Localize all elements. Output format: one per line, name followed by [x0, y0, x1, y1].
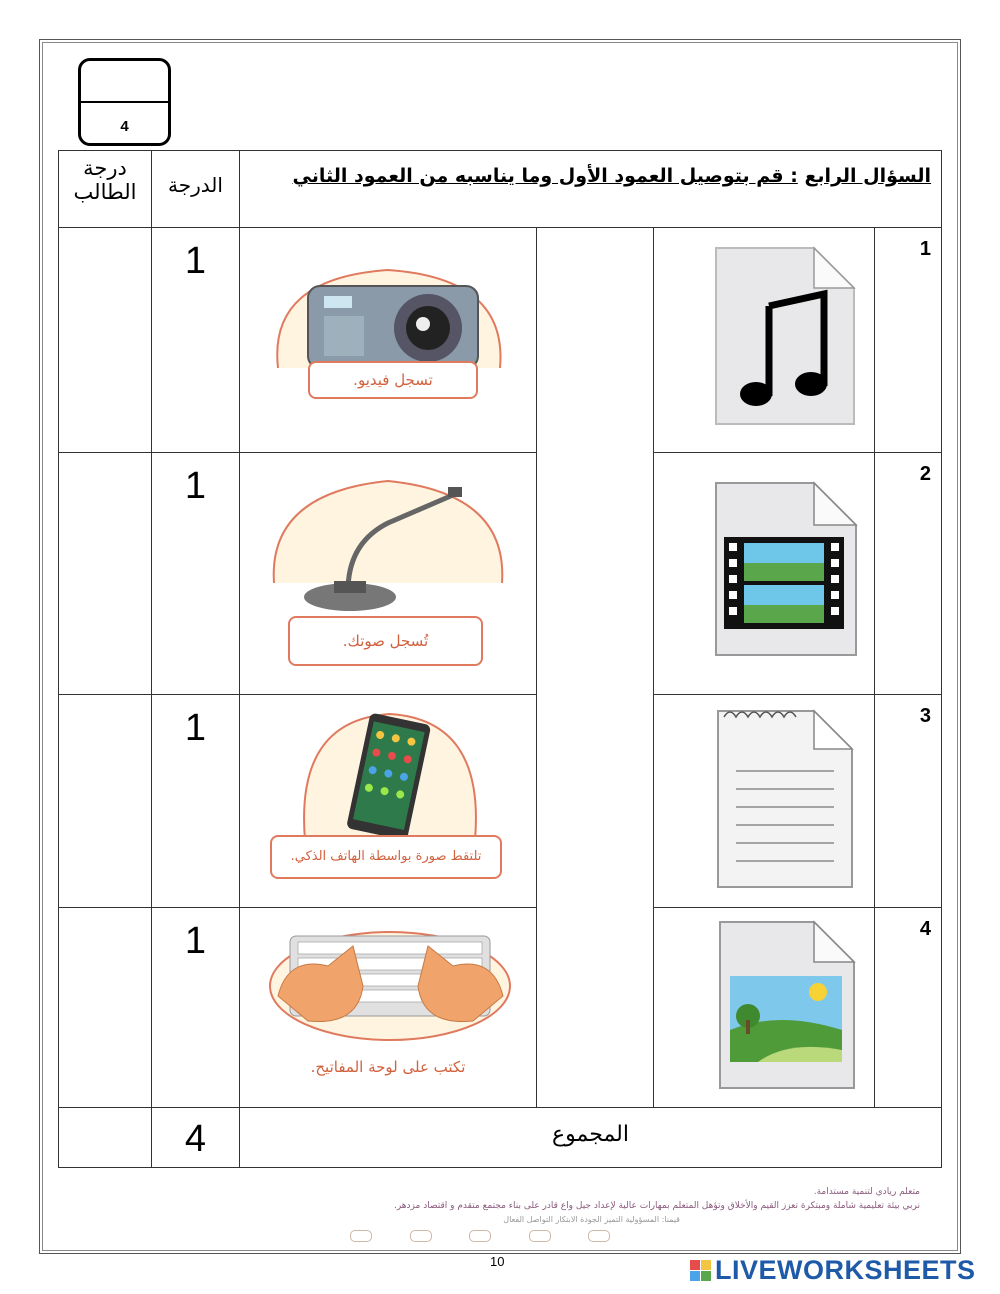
answer-column[interactable] — [537, 228, 654, 1108]
value-icon — [410, 1230, 432, 1242]
item-number: 3 — [919, 705, 932, 727]
grade-cell: 1 — [152, 908, 240, 1108]
total-value: 4 — [152, 1108, 240, 1168]
text-file-icon — [716, 709, 856, 891]
item-number: 2 — [919, 463, 932, 485]
picture-cell — [240, 228, 537, 453]
footer-vision — [80, 1185, 920, 1227]
table-row — [59, 908, 942, 1108]
total-row — [59, 1108, 942, 1168]
question-label: السؤال الرابع — [804, 165, 932, 187]
footer-line-3: قيمنا: المسؤولية التميز الجودة الابتكار التواصل الفعال — [503, 1215, 680, 1224]
file-icon-cell — [654, 453, 875, 695]
table-row — [59, 228, 942, 453]
value-icon — [588, 1230, 610, 1242]
item-number: 1 — [919, 238, 932, 260]
liveworksheets-logo-icon — [690, 1260, 711, 1281]
picture-caption: تسجل فيديو. — [308, 361, 478, 399]
picture-cell — [240, 908, 537, 1108]
student-grade-cell[interactable] — [59, 453, 152, 695]
value-icon — [469, 1230, 491, 1242]
number-cell — [875, 908, 942, 1108]
number-cell — [875, 228, 942, 453]
image-file-icon — [718, 920, 858, 1092]
grade-header: الدرجة — [152, 151, 240, 228]
picture-caption: تكتب على لوحة المفاتيح. — [268, 1048, 508, 1086]
footer-line-1: متعلم ريادي لتنمية مستدامة. — [813, 1187, 920, 1197]
student-grade-header — [59, 151, 152, 228]
header-row — [59, 151, 942, 228]
student-grade-cell[interactable] — [59, 908, 152, 1108]
file-icon-cell — [654, 228, 875, 453]
picture-caption: تلتقط صورة بواسطة الهاتف الذكي. — [270, 835, 502, 879]
value-icon — [350, 1230, 372, 1242]
microphone-picture — [268, 473, 513, 633]
student-grade-cell[interactable] — [59, 228, 152, 453]
page-number: 10 — [490, 1254, 505, 1269]
student-total-cell[interactable] — [59, 1108, 152, 1168]
table-row — [59, 453, 942, 695]
question-text: : قم بتوصيل العمود الأول وما يناسبه من العمود الثاني — [292, 165, 798, 187]
question-header — [240, 151, 942, 228]
matching-table — [58, 150, 942, 1168]
grade-cell: 1 — [152, 695, 240, 908]
brand-text: LIVEWORKSHEETS — [715, 1255, 976, 1285]
score-box — [78, 58, 171, 146]
student-grade-label-line1: درجة — [83, 156, 127, 180]
score-box-divider — [81, 101, 168, 103]
number-cell — [875, 695, 942, 908]
keyboard-picture — [268, 926, 513, 1041]
grade-cell: 1 — [152, 453, 240, 695]
item-number: 4 — [919, 918, 932, 940]
video-file-icon — [714, 481, 859, 659]
liveworksheets-brand[interactable] — [690, 1255, 976, 1286]
smartphone-picture — [295, 710, 485, 850]
picture-cell — [240, 453, 537, 695]
file-icon-cell — [654, 908, 875, 1108]
student-grade-label-line2: الطالب — [73, 180, 137, 204]
footer-line-2: نربي بيئة تعليمية شاملة ومبتكرة تعزز القيم والأخلاق وتؤهل المتعلم بمهارات عالية لإعداد جيل واع قادر على بناء مجتمع متقدم و اقتصاد مزدهر. — [393, 1201, 920, 1211]
total-label: المجموع — [240, 1108, 942, 1168]
audio-file-icon — [714, 246, 859, 428]
value-icon — [529, 1230, 551, 1242]
student-grade-cell[interactable] — [59, 695, 152, 908]
number-cell — [875, 453, 942, 695]
file-icon-cell — [654, 695, 875, 908]
camera-picture — [268, 248, 513, 428]
table-row — [59, 695, 942, 908]
score-box-value: 4 — [120, 118, 129, 135]
grade-cell: 1 — [152, 228, 240, 453]
picture-cell — [240, 695, 537, 908]
picture-caption: تُسجل صوتك. — [288, 616, 483, 666]
footer-values-icons — [350, 1230, 610, 1242]
